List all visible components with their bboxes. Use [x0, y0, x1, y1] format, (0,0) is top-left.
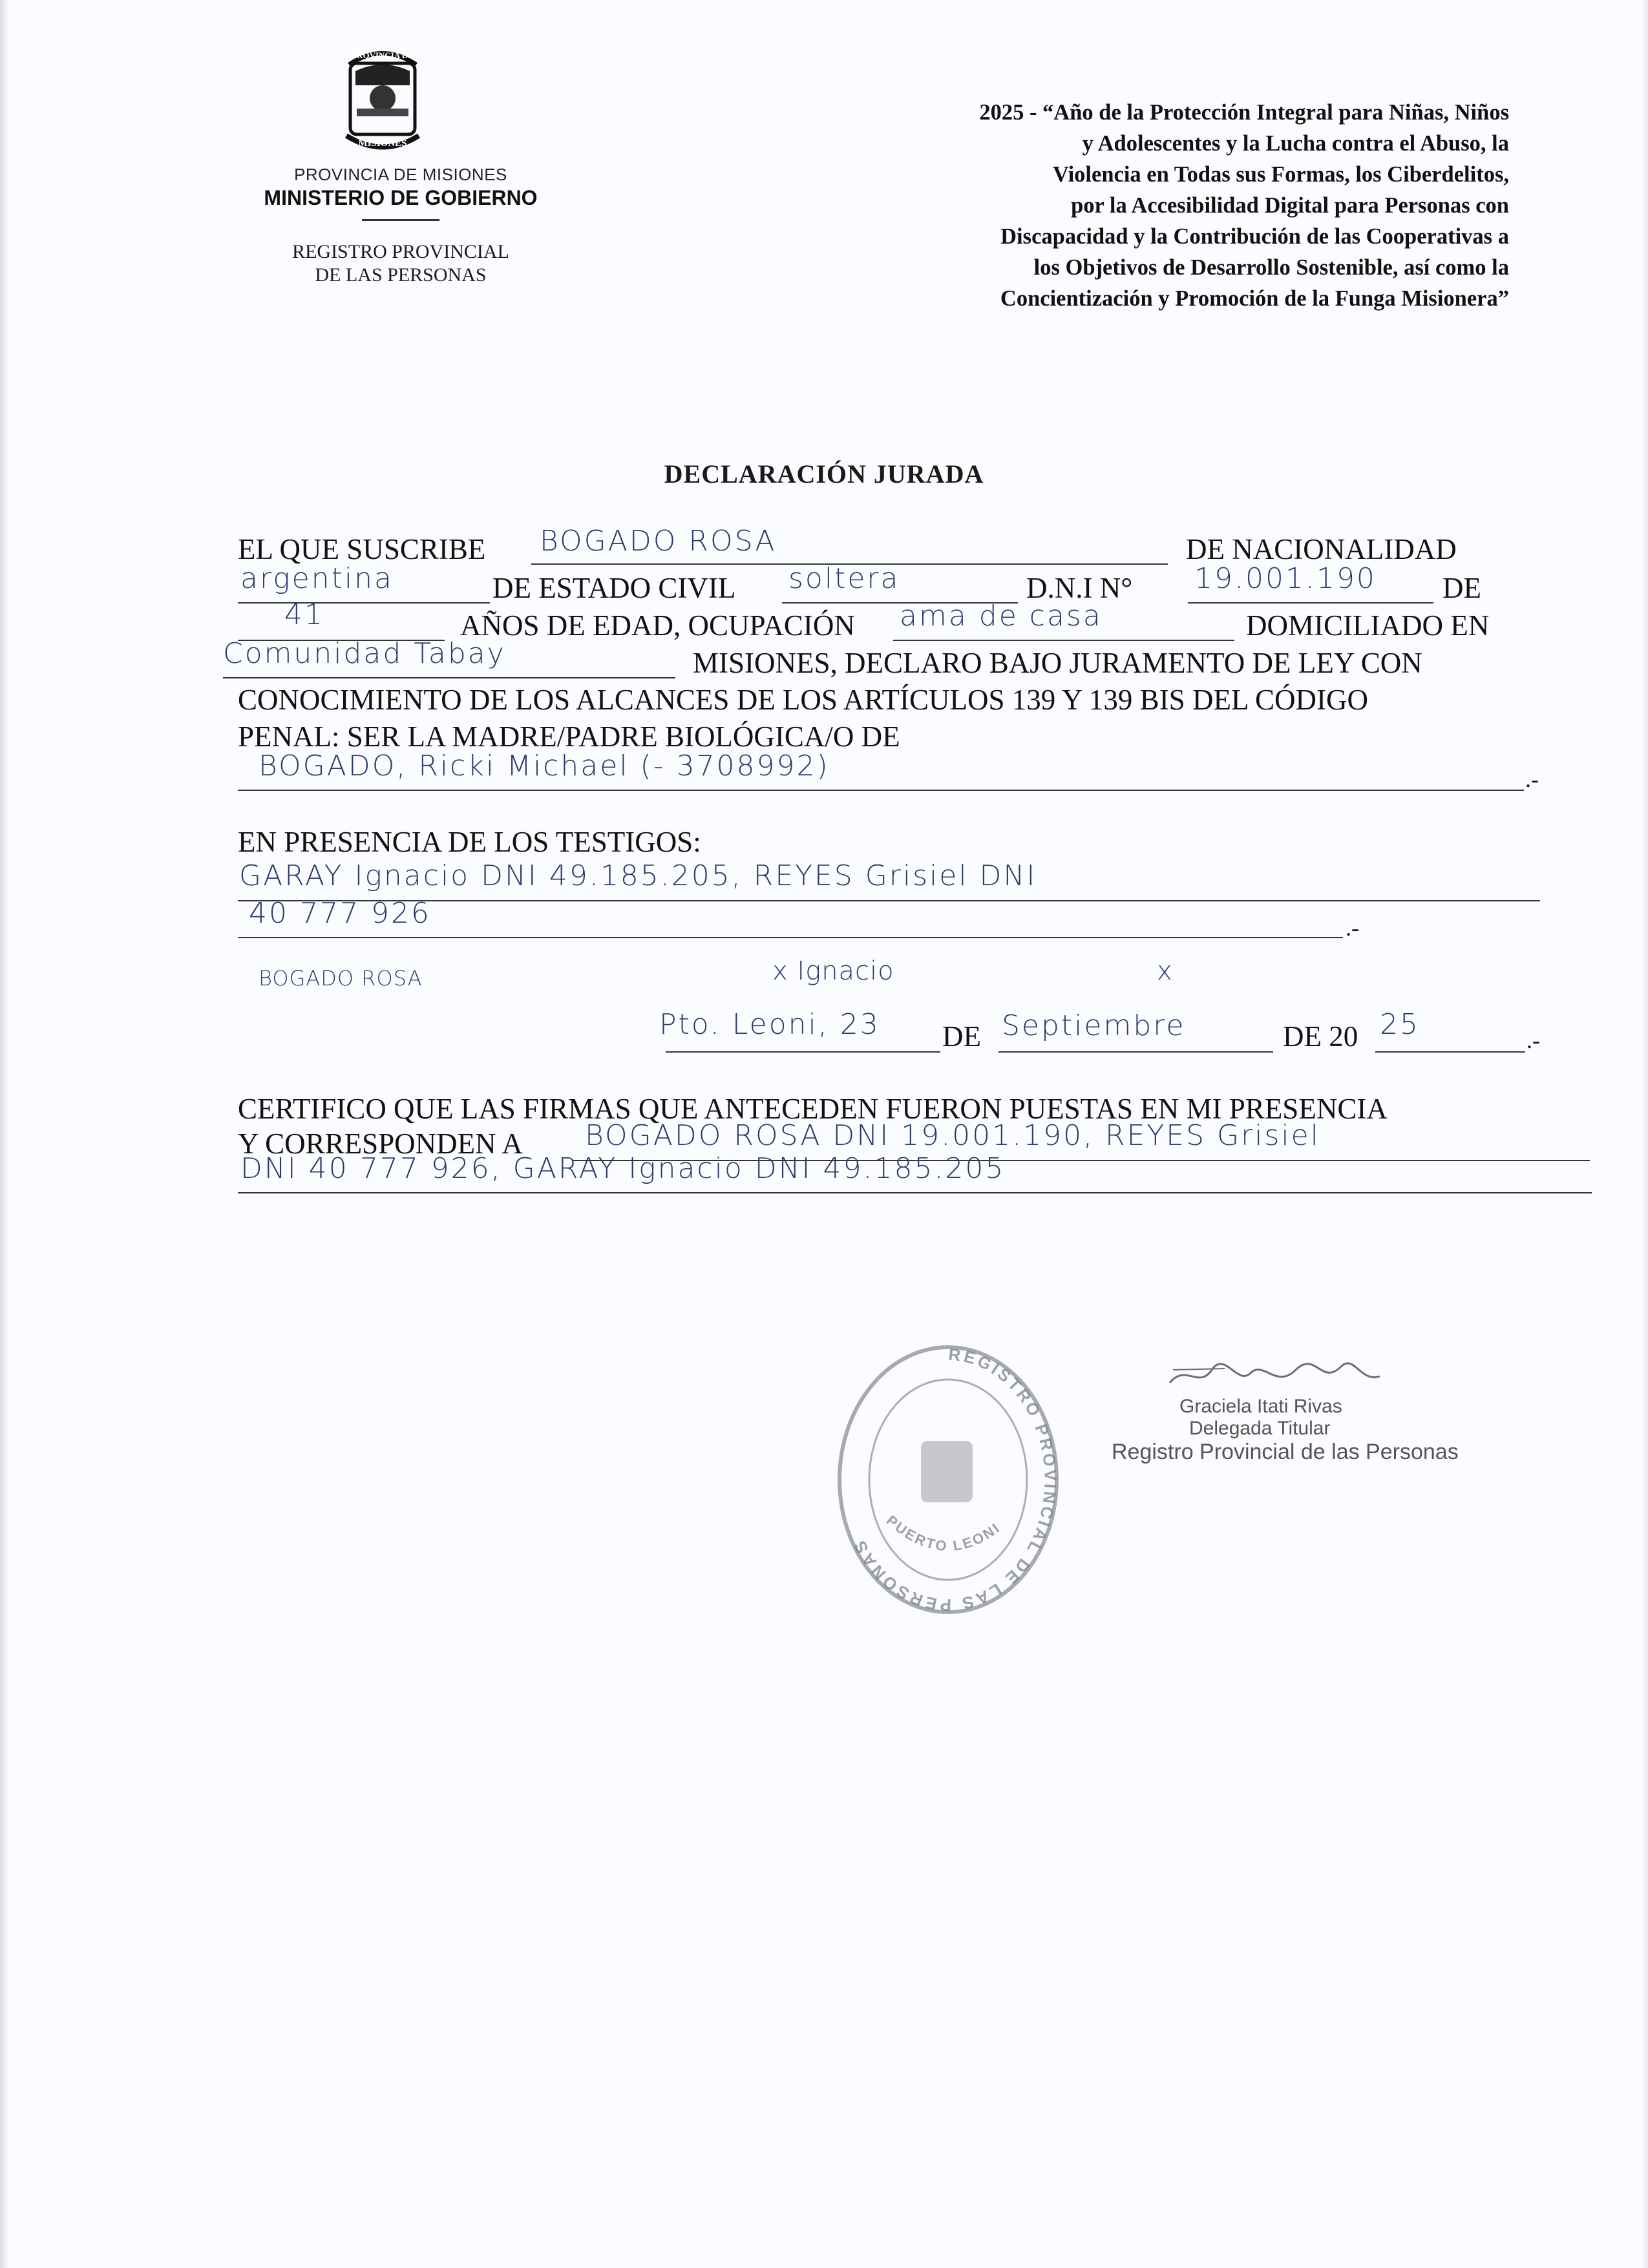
handwritten-cert-2: DNI 40 777 926, GARAY Ignacio DNI 49.185.205: [240, 1152, 1006, 1185]
official-signature-block: [1105, 1357, 1493, 1465]
handwritten-witnesses-1: GARAY Ignacio DNI 49.185.205, REYES Grisiel DNI: [239, 859, 1037, 892]
stamp-inner-text: PUERTO LEONI: [883, 1512, 1004, 1555]
seal-text-bottom: MISIONES: [358, 138, 407, 149]
witnesses-label: EN PRESENCIA DE LOS TESTIGOS:: [238, 826, 701, 858]
province-seal-logo: [337, 45, 428, 155]
handwritten-cert-1: BOGADO ROSA DNI 19.001.190, REYES Grisiel: [585, 1119, 1320, 1152]
signature-scribble: [1167, 1357, 1412, 1396]
form-label-date-de: DE: [942, 1020, 981, 1053]
end-mark: .-: [1525, 766, 1539, 792]
dni-blank: [1188, 602, 1433, 604]
handwritten-signature-3: x: [1157, 956, 1173, 986]
handwritten-civil-status: soltera: [788, 562, 900, 595]
cert-text-1: CERTIFICO QUE LAS FIRMAS QUE ANTECEDEN FUERON PUESTAS EN MI PRESENCIA: [238, 1093, 1388, 1125]
handwritten-witnesses-2: 40 777 926: [249, 897, 431, 930]
document-title: DECLARACIÓN JURADA: [664, 459, 984, 488]
month-blank: [998, 1051, 1273, 1053]
ministry-divider: [362, 219, 439, 221]
ministry-block: [246, 165, 556, 227]
year-motto-line: por la Accesibilidad Digital para Personas con: [1071, 193, 1509, 218]
year-motto-line: Concientización y Promoción de la Funga Misionera”: [1000, 286, 1509, 311]
handwritten-signature-2: x Ignacio: [772, 956, 894, 986]
scan-edge-left: [0, 0, 9, 2268]
address-blank: [223, 677, 675, 678]
official-registry: Registro Provincial de las Personas: [1112, 1440, 1459, 1464]
cert-text-2: Y CORRESPONDEN A: [238, 1128, 523, 1160]
handwritten-signature-1: BOGADO ROSA: [259, 966, 423, 991]
place-day-blank: [666, 1051, 940, 1053]
nationality-blank: [238, 602, 490, 604]
child-blank: [238, 790, 1524, 791]
form-label-de: DE: [1442, 572, 1481, 604]
svg-text:PUERTO LEONI: [883, 1512, 1004, 1554]
form-label-dni: D.N.I N°: [1026, 572, 1133, 604]
cert-blank-2: [238, 1192, 1592, 1193]
registry-line-2: DE LAS PERSONAS: [315, 264, 487, 286]
form-text-conocimiento: CONOCIMIENTO DE LOS ALCANCES DE LOS ARTÍCULOS 139 Y 139 BIS DEL CÓDIGO: [238, 684, 1369, 716]
year-motto-line: Discapacidad y la Contribución de las Cooperativas a: [1000, 224, 1509, 249]
seal-text-top: PROVINCIA DE: [352, 50, 414, 60]
year-motto-line: Violencia en Todas sus Formas, los Ciberdelitos,: [1052, 162, 1509, 187]
stamp-ring-text: REGISTRO PROVINCIAL DE LAS PERSONAS: [849, 1344, 1061, 1615]
handwritten-name: BOGADO ROSA: [540, 525, 777, 558]
year-motto-line: y Adolescentes y la Lucha contra el Abuso, la: [1082, 131, 1509, 156]
handwritten-nationality: argentina: [240, 562, 394, 595]
handwritten-place-day: Pto. Leoni, 23: [659, 1008, 880, 1041]
registry-line-1: REGISTRO PROVINCIAL: [292, 241, 509, 262]
form-label-suscribe: EL QUE SUSCRIBE: [238, 533, 486, 565]
form-text-penal: PENAL: SER LA MADRE/PADRE BIOLÓGICA/O DE: [238, 720, 900, 753]
handwritten-address: Comunidad Tabay: [223, 637, 506, 670]
form-label-nacionalidad: DE NACIONALIDAD: [1186, 533, 1457, 565]
witnesses-blank-2: [238, 937, 1343, 938]
registry-block: [259, 240, 543, 287]
year-motto-line: los Objetivos de Desarrollo Sostenible, así como la: [1033, 255, 1509, 280]
province-label: PROVINCIA DE MISIONES: [294, 165, 507, 184]
year-blank: [1375, 1051, 1525, 1053]
form-label-edad: AÑOS DE EDAD, OCUPACIÓN: [460, 609, 855, 642]
end-mark: .-: [1527, 1027, 1540, 1053]
handwritten-age: 41: [284, 598, 324, 631]
handwritten-year: 25: [1380, 1008, 1420, 1041]
occupation-blank: [893, 640, 1234, 641]
form-label-misiones: MISIONES, DECLARO BAJO JURAMENTO DE LEY CON: [693, 647, 1422, 679]
form-label-year: DE 20: [1283, 1020, 1358, 1053]
end-mark: .-: [1346, 915, 1359, 941]
year-motto-line: 2025 - “Año de la Protección Integral para Niñas, Niños: [979, 100, 1509, 125]
handwritten-dni: 19.001.190: [1194, 562, 1377, 595]
form-label-domicilio: DOMICILIADO EN: [1246, 609, 1490, 642]
handwritten-month: Septiembre: [1002, 1009, 1186, 1042]
handwritten-child: BOGADO, Ricki Michael (- 3708992): [259, 750, 830, 782]
registry-stamp: [827, 1334, 1070, 1622]
official-name: Graciela Itati Rivas: [1179, 1396, 1342, 1417]
official-role: Delegada Titular: [1189, 1418, 1331, 1439]
witnesses-blank-1: [238, 900, 1540, 901]
ministry-label: MINISTERIO DE GOBIERNO: [264, 186, 538, 209]
handwritten-occupation: ama de casa: [900, 600, 1103, 633]
scan-edge-right: [1642, 0, 1648, 2268]
form-label-estado-civil: DE ESTADO CIVIL: [492, 572, 736, 604]
year-motto: [711, 97, 1509, 314]
